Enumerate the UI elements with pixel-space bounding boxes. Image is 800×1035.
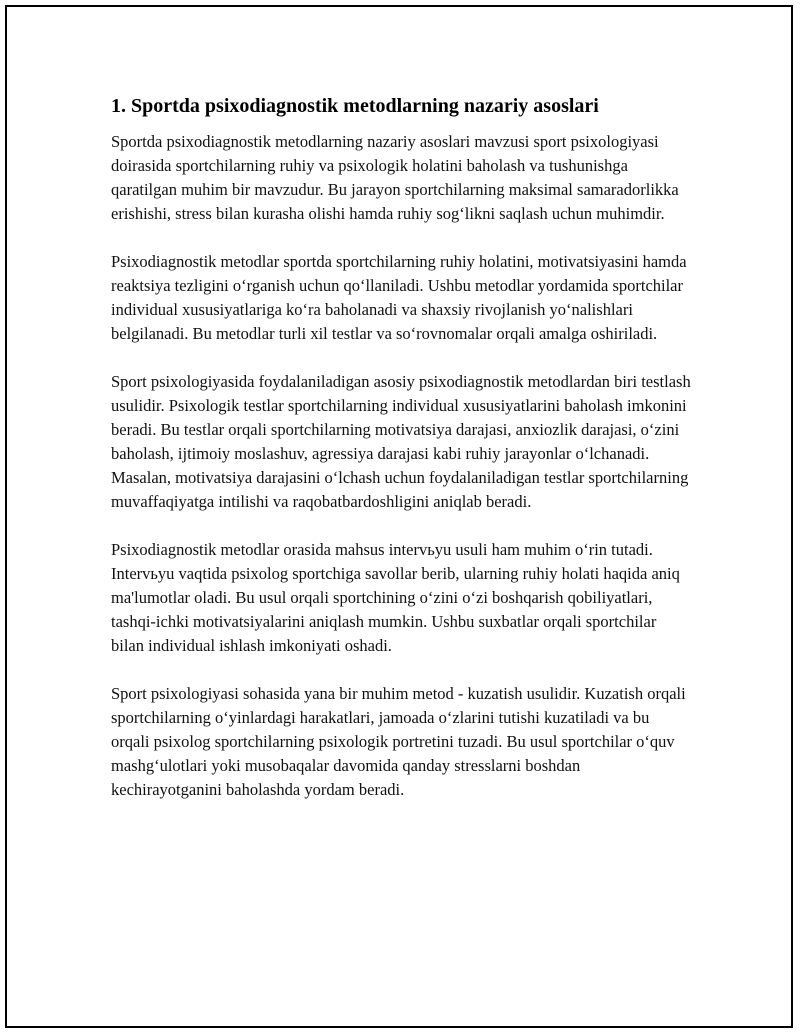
paragraph-5: Sport psixologiyasi sohasida yana bir muhim metod - kuzatish usulidir. Kuzatish orqali sportchilarning o‘yinlardagi harakatlari, jamoada o‘zlarini tutishi kuzatiladi va bu orqali psixolog sportchilarning psixologik portretini tuzadi. Bu usul sportchilar o‘quv mashg‘ulotlari yoki musobaqalar davomida qanday stresslarni boshdan kechirayotganini baholashda yordam beradi. bbox=[111, 684, 686, 799]
paragraph-3: Sport psixologiyasida foydalaniladigan asosiy psixodiagnostik metodlardan biri testlash usulidir. Psixologik testlar sportchilarning individual xususiyatlarini baholash imkonini beradi. Bu testlar orqali sportchilarning motivatsiya darajasi, anxiozlik darajasi, o‘zini baholash, ijtimoiy moslashuv, agressiya darajasi kabi ruhiy jarayonlar o‘lchanadi. Masalan, motivatsiya darajasini o‘lchash uchun foydalaniladigan testlar sportchilarning muvaffaqiyatga intilishi va raqobatbardoshligini aniqlab beradi. bbox=[111, 372, 691, 511]
paragraph-2: Psixodiagnostik metodlar sportda sportchilarning ruhiy holatini, motivatsiyasini hamda reaktsiya tezligini o‘rganish uchun qo‘llaniladi. Ushbu metodlar yordamida sportchilar individual xususiyatlariga ko‘ra baholanadi va shaxsiy rivojlanish yo‘nalishlari belgilanadi. Bu metodlar turli xil testlar va so‘rovnomalar orqali amalga oshiriladi. bbox=[111, 252, 687, 343]
document-body bbox=[111, 92, 691, 826]
paragraph-1: Sportda psixodiagnostik metodlarning nazariy asoslari mavzusi sport psixologiyasi doirasida sportchilarning ruhiy va psixologik holatini baholash va tushunishga qaratilgan muhim bir mavzudur. Bu jarayon sportchilarning maksimal samaradorlikka erishishi, stress bilan kurasha olishi hamda ruhiy sog‘likni saqlash uchun muhimdir. bbox=[111, 132, 679, 223]
paragraph-4: Psixodiagnostik metodlar orasida mahsus intervьyu usuli ham muhim o‘rin tutadi. Intervьyu vaqtida psixolog sportchiga savollar berib, ularning ruhiy holati haqida aniq ma'lumotlar oladi. Bu usul orqali sportchining o‘zini o‘zi boshqarish qobiliyatlari, tashqi-ichki motivatsiyalarini aniqlash mumkin. Ushbu suxbatlar orqali sportchilar bilan individual ishlash imkoniyati oshadi. bbox=[111, 540, 680, 655]
section-title: 1. Sportda psixodiagnostik metodlarning nazariy asoslari bbox=[111, 95, 599, 117]
